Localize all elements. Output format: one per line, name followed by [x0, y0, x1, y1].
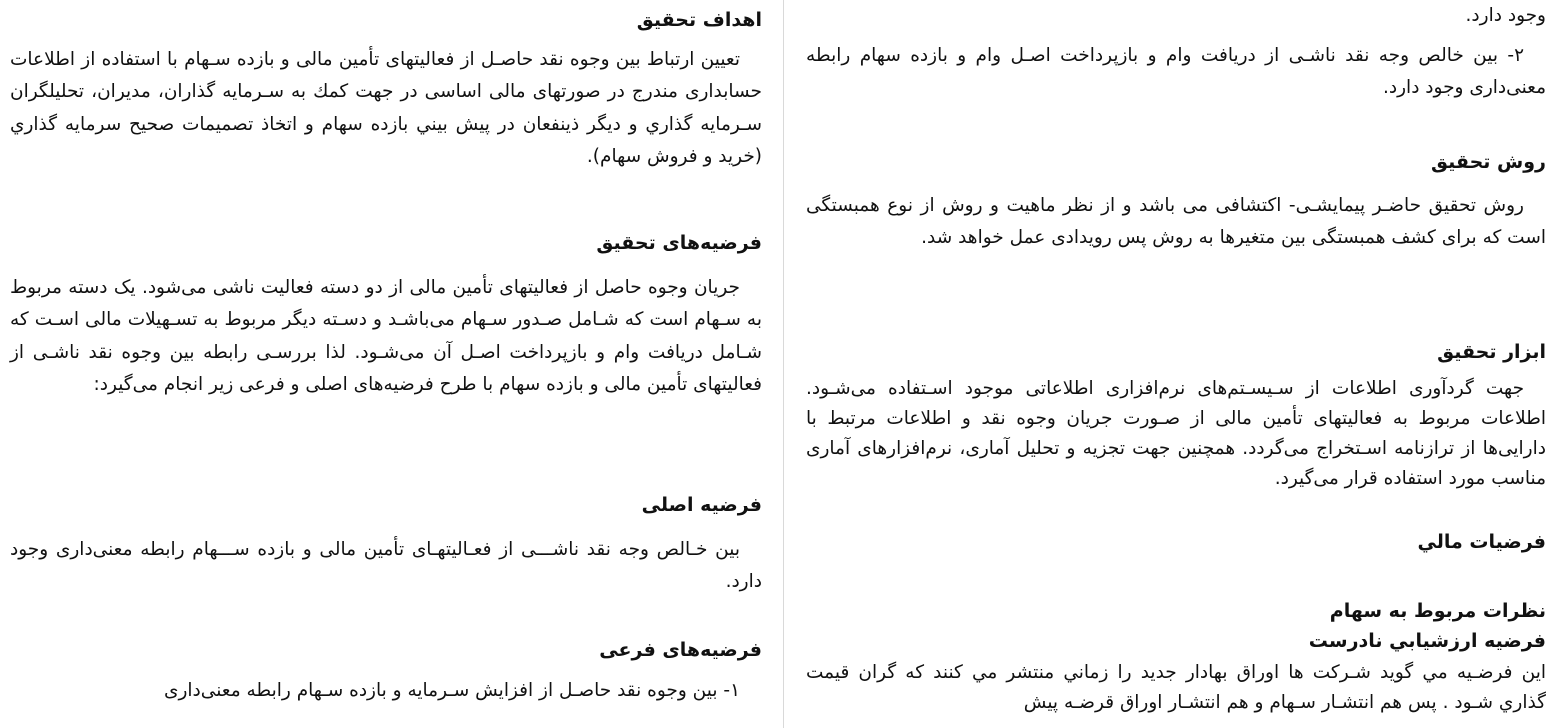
column-divider — [783, 0, 784, 728]
mispricing-paragraph: این فرضـیه مي گوید شـرکت ها اوراق بهادار جدید را زماني منتشر مي کنند که گران قیمت گذاري شـود . پس هم انتشـار سـهام و هم انتشـار اوراق قرضـه پیش — [806, 662, 1546, 713]
main-hypothesis-heading: فرضیه اصلی — [641, 494, 762, 516]
objectives-heading: اهداف تحقیق — [636, 9, 762, 31]
main-hypothesis-paragraph: بین خـالص وجه نقد ناشـــی از فعـالیتهـای تأمین مالی و بازده ســـهام رابطه معنی‌داری وجود دارد. — [10, 539, 762, 593]
tools-paragraph: جهت گردآوری اطلاعات از سـیسـتم‌های نرم‌افزاری اطلاعاتی موجود اسـتفاده می‌شـود. اطلاعات مربوط به فعالیتهای تأمین مالی از صـورت جریان وجوه نقد و اطلاعات مرتبط با دارایی‌ها از ترازنامه اسـتخراج می‌گردد. همچنین جهت تجزیه و تحلیل آماری، نرم‌افزارهای آماری مناسب مورد استفاده قرار می‌گیرد. — [806, 378, 1546, 489]
right-column — [806, 0, 1546, 728]
mispricing-hypothesis-heading: فرضیه ارزشیابي نادرست — [1308, 630, 1546, 652]
objectives-paragraph: تعیین ارتباط بین وجوه نقد حاصـل از فعالیتهای تأمین مالی و بازده سـهام با استفاده از اطلاعات حسابداری مندرج در صورتهای مالی اساسی در جهت کمك به سـرمایه گذاران، مدیران، تحلیلگران سـرمایه گذاري و دیگر ذینفعان در پیش بیني بازده سهام و اتخاذ تصمیمات صحیح سرمایه گذاري (خرید و فروش سهام). — [10, 49, 762, 167]
method-paragraph: روش تحقیق حاضـر پیمایشـی- اکتشافی می باشد و از نظر ماهیت و روش از نوع همبستگی است که برای کشف همبستگی بین متغیرها به روش پس رویدادی عمل خواهد شد. — [806, 195, 1546, 249]
left-column — [10, 0, 762, 728]
continuation-text: وجود دارد. — [1465, 5, 1546, 26]
sub-hypothesis-item-1: ۱- بین وجوه نقد حاصـل از افزایش سـرمایه و بازده سـهام رابطه معنی‌داری — [164, 680, 740, 701]
method-heading: روش تحقیق — [1431, 151, 1546, 173]
hypotheses-paragraph: جریان وجوه حاصل از فعالیتهای تأمین مالی از دو دسته فعالیت ناشی می‌شود. یک دسته مربوط به سـهام است که شـامل صـدور سـهام می‌باشـد و دسـته دیگر مربوط به تسـهیلات مالی اسـت که شـامل دریافت وام و بازپرداخت اصـل آن می‌شـود. لذا بررسـی رابطه بین وجوه نقد ناشـی از فعالیتهای تأمین مالی و بازده سهام با طرح فرضیه‌های اصلی و فرعی زیر انجام می‌گیرد: — [10, 277, 762, 395]
hypotheses-heading: فرضیه‌های تحقیق — [596, 232, 762, 254]
sub-hypothesis-item-2: ۲- بین خالص وجه نقد ناشـی از دریافت وام و بازپرداخت اصـل وام و بازده سهام رابطه معنی‌داری وجود دارد. — [806, 45, 1546, 99]
financial-assumptions-heading: فرضیات مالي — [1417, 531, 1546, 553]
sub-hypotheses-heading: فرضیه‌های فرعی — [599, 639, 762, 661]
stock-views-heading: نظرات مربوط به سهام — [1329, 600, 1546, 622]
tools-heading: ابزار تحقیق — [1437, 341, 1546, 363]
